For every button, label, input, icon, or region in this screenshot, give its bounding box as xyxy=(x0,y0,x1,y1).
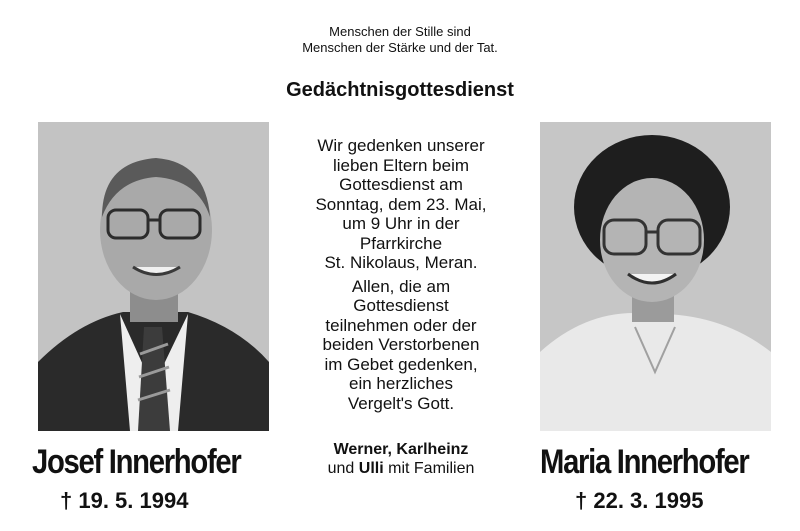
family-und: und xyxy=(327,460,355,477)
family-suffix: mit Familien xyxy=(388,460,475,477)
family-signature xyxy=(296,440,506,478)
text-line: Allen, die am xyxy=(351,276,451,296)
text-line: teilnehmen oder der xyxy=(325,315,477,335)
thanks-paragraph xyxy=(296,277,506,414)
text-line: Gottesdienst am xyxy=(339,175,463,194)
heading: Gedächtnisgottesdienst xyxy=(286,79,514,101)
death-date-maria: † 22. 3. 1995 xyxy=(575,488,704,513)
text-line: St. Nikolaus, Meran. xyxy=(324,253,478,272)
text-line: im Gebet gedenken, xyxy=(324,354,478,374)
motto xyxy=(0,24,800,56)
family-ulli: Ulli xyxy=(358,460,384,477)
text-line: ein herzliches xyxy=(349,374,453,393)
text-line: Sonntag, dem 23. Mai, xyxy=(315,194,487,214)
text-line: lieben Eltern beim xyxy=(332,155,470,175)
text-line: Wir gedenken unserer xyxy=(317,136,485,155)
text-line: beiden Verstorbenen xyxy=(322,335,480,354)
text-line: um 9 Uhr in der xyxy=(342,214,460,233)
motto-line-2: Menschen der Stärke und der Tat. xyxy=(302,40,498,55)
portrait-josef-illustration xyxy=(38,122,269,431)
death-date-josef: † 19. 5. 1994 xyxy=(60,488,189,513)
portrait-josef xyxy=(38,122,269,431)
motto-line-1: Menschen der Stille sind xyxy=(329,24,471,39)
text-line: Gottesdienst xyxy=(353,296,449,315)
text-line: Pfarrkirche xyxy=(359,233,443,253)
text-line: Vergelt's Gott. xyxy=(347,393,455,413)
name-josef: Josef Innerhofer xyxy=(32,443,241,481)
portrait-maria-illustration xyxy=(540,122,771,431)
name-maria: Maria Innerhofer xyxy=(540,443,749,481)
portrait-maria xyxy=(540,122,771,431)
family-names: Werner, Karlheinz xyxy=(333,441,469,458)
memorial-text xyxy=(296,136,506,413)
invitation-paragraph xyxy=(296,136,506,273)
